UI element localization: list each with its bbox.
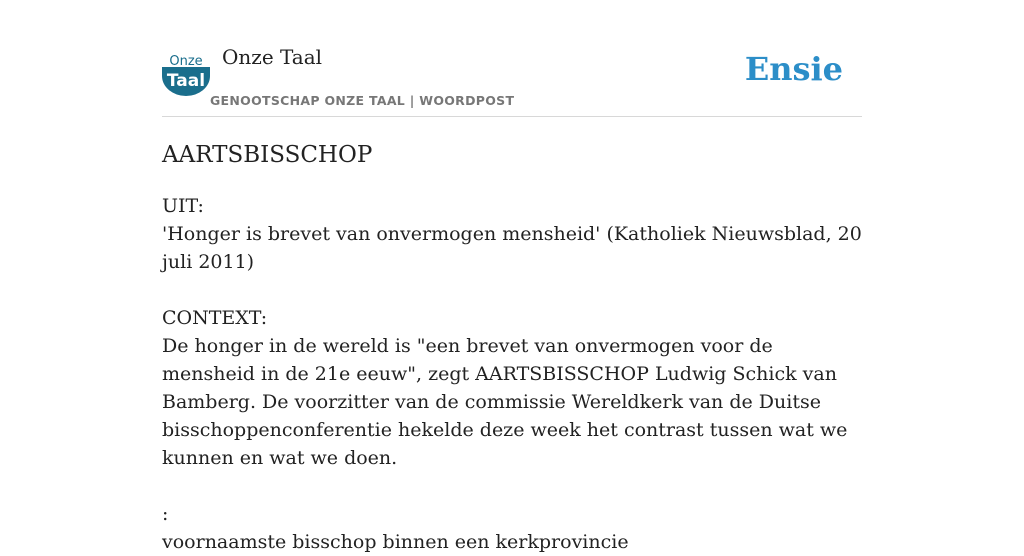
source-label: UIT: — [162, 195, 204, 217]
context-text: De honger in de wereld is "een brevet van onvermogen voor de mensheid in de 21e eeuw", zegt AARTSBISSCHOP Ludwig Schick van Bamberg. De voorzitter van de commissie Wereldkerk van de Duitse bisschoppenconferentie hekelde deze week het contrast tussen wat we kunnen en wat we doen. — [162, 335, 848, 469]
entry-title: AARTSBISSCHOP — [162, 142, 373, 168]
logo-bottom-text: Taal — [166, 71, 206, 91]
site-subtitle: GENOOTSCHAP ONZE TAAL | WOORDPOST — [210, 93, 515, 108]
definition-label: : — [162, 503, 169, 525]
onze-taal-logo[interactable] — [162, 50, 210, 96]
context-block — [162, 304, 862, 472]
site-name[interactable]: Onze Taal — [222, 45, 323, 69]
definition-block — [162, 500, 862, 556]
site-header — [162, 0, 862, 117]
entry-content — [162, 117, 862, 556]
source-text: 'Honger is brevet van onvermogen mensheid' (Katholiek Nieuwsblad, 20 juli 2011) — [162, 223, 862, 273]
logo-top-text: Onze — [169, 54, 203, 69]
definition-text: voornaamste bisschop binnen een kerkprovincie — [162, 531, 629, 553]
context-label: CONTEXT: — [162, 307, 268, 329]
page — [162, 0, 862, 556]
source-block — [162, 192, 862, 276]
brand-logo[interactable]: Ensie — [744, 50, 843, 88]
